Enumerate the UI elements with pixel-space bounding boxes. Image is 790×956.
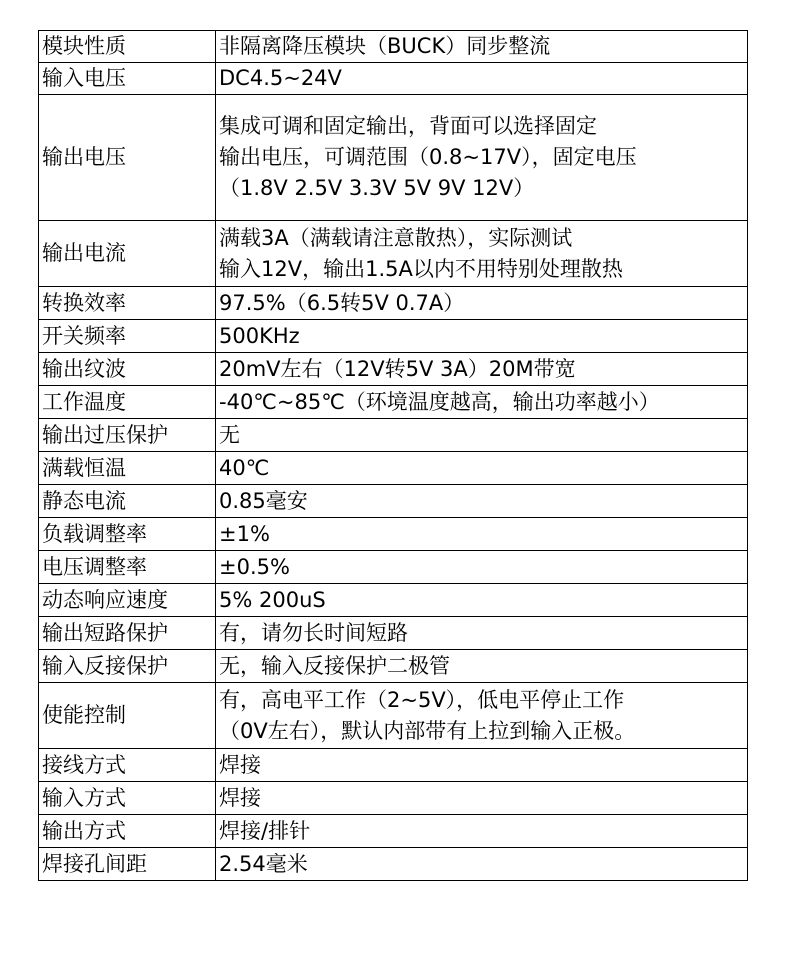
spec-row [39,386,748,419]
spec-table [38,30,748,881]
spec-row [39,650,748,683]
spec-value [216,31,748,63]
spec-value [216,815,748,848]
spec-label: 输出短路保护 [39,617,216,650]
spec-row [39,353,748,386]
spec-row [39,815,748,848]
spec-value-line: （0V左右），默认内部带有上拉到输入正极。 [219,718,636,743]
spec-value [216,419,748,452]
spec-value-line: 97.5%（6.5转5V 0.7A） [219,290,465,315]
spec-value [216,95,748,221]
spec-row [39,551,748,584]
spec-value-line: DC4.5~24V [219,66,342,90]
spec-row [39,617,748,650]
spec-value-line: 40℃ [219,455,270,480]
spec-label: 输入电压 [39,63,216,95]
spec-value-line: （1.8V 2.5V 3.3V 5V 9V 12V） [219,176,535,200]
spec-table-body [39,31,748,881]
spec-label: 开关频率 [39,320,216,353]
spec-label: 电压调整率 [39,551,216,584]
spec-value [216,221,748,287]
spec-value [216,63,748,95]
spec-row [39,419,748,452]
spec-value-line: 输出电压，可调范围（0.8~17V），固定电压 [219,145,637,169]
spec-value-line: 输入12V，输出1.5A以内不用特别处理散热 [219,256,623,281]
spec-value [216,617,748,650]
spec-value-line: 焊接 [219,752,261,777]
spec-value [216,320,748,353]
spec-row [39,518,748,551]
spec-value-line: 有，高电平工作（2~5V），低电平停止工作 [219,687,625,712]
spec-value [216,782,748,815]
spec-value-line: 焊接 [219,785,261,810]
spec-row [39,782,748,815]
spec-value-line: 5% 200uS [219,587,326,612]
spec-label: 输出电流 [39,221,216,287]
spec-row [39,320,748,353]
spec-label: 输出纹波 [39,353,216,386]
spec-row [39,31,748,63]
spec-row [39,452,748,485]
spec-label: 模块性质 [39,31,216,63]
spec-value [216,650,748,683]
spec-value [216,485,748,518]
spec-row [39,485,748,518]
spec-label: 输入反接保护 [39,650,216,683]
spec-value [216,551,748,584]
spec-value-line: 焊接/排针 [219,818,311,843]
spec-value-line: 无，输入反接保护二极管 [219,653,450,678]
spec-value-line: -40℃~85℃（环境温度越高，输出功率越小） [219,389,660,414]
spec-value [216,848,748,881]
spec-row [39,287,748,320]
spec-row [39,95,748,221]
spec-label: 输出电压 [39,95,216,221]
spec-value [216,683,748,749]
spec-label: 工作温度 [39,386,216,419]
spec-label: 输出方式 [39,815,216,848]
spec-value [216,518,748,551]
spec-label: 输出过压保护 [39,419,216,452]
spec-value-line: 0.85毫安 [219,488,308,513]
spec-value-line: 有，请勿长时间短路 [219,620,408,645]
spec-label: 动态响应速度 [39,584,216,617]
spec-label: 转换效率 [39,287,216,320]
spec-value-line: 2.54毫米 [219,851,308,876]
spec-value-line: 集成可调和固定输出，背面可以选择固定 [219,114,597,138]
spec-row [39,63,748,95]
spec-value [216,386,748,419]
spec-value [216,749,748,782]
spec-label: 焊接孔间距 [39,848,216,881]
spec-label: 满载恒温 [39,452,216,485]
spec-value-line: 非隔离降压模块（BUCK）同步整流 [219,34,551,58]
spec-value-line: 无 [219,422,240,447]
spec-label: 输入方式 [39,782,216,815]
spec-row [39,683,748,749]
spec-value-line: ±1% [219,521,270,546]
spec-value-line: 满载3A（满载请注意散热），实际测试 [219,225,573,250]
spec-row [39,848,748,881]
spec-value-line: 500KHz [219,323,300,348]
spec-label: 负载调整率 [39,518,216,551]
spec-row [39,221,748,287]
spec-value [216,452,748,485]
spec-value [216,353,748,386]
spec-row [39,584,748,617]
spec-value-line: ±0.5% [219,554,290,579]
spec-label: 使能控制 [39,683,216,749]
spec-value [216,287,748,320]
spec-value [216,584,748,617]
spec-row [39,749,748,782]
spec-label: 接线方式 [39,749,216,782]
spec-label: 静态电流 [39,485,216,518]
spec-value-line: 20mV左右（12V转5V 3A）20M带宽 [219,356,576,381]
